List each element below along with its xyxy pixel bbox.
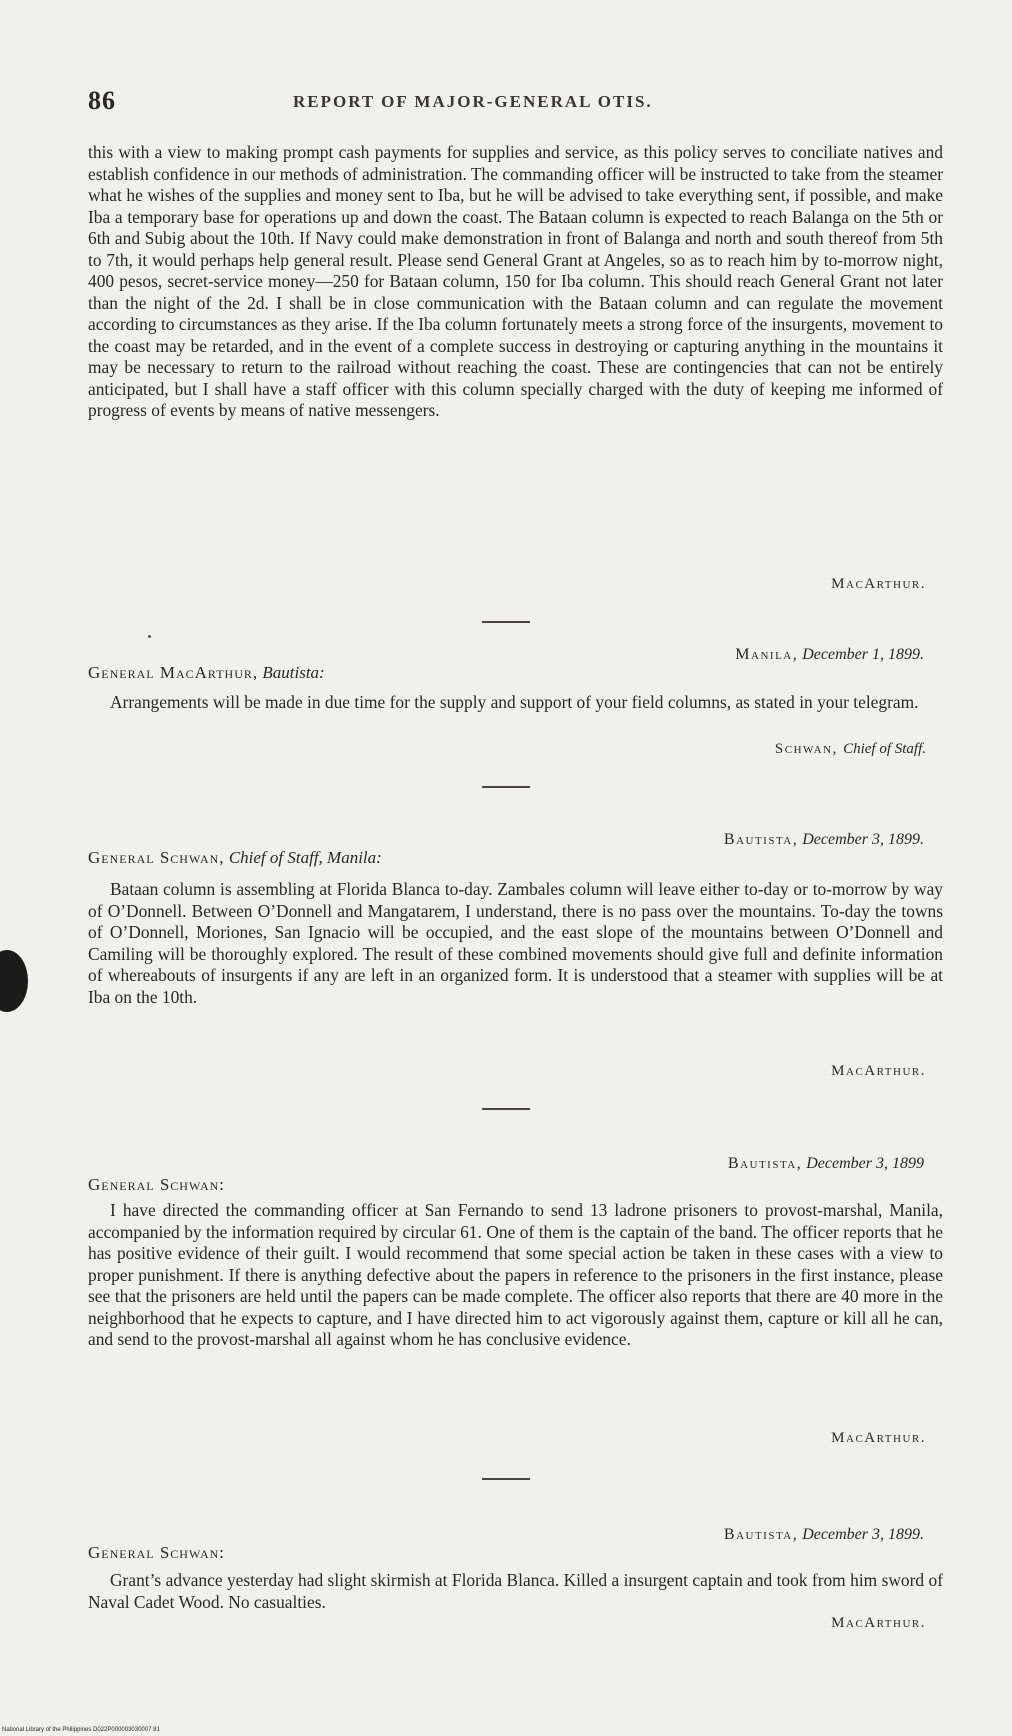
signature-3: MacArthur. [831, 1063, 926, 1079]
dateline-place: Manila, [735, 646, 799, 663]
addressee-name: General MacArthur, [88, 663, 259, 682]
running-title: REPORT OF MAJOR-GENERAL OTIS. [293, 92, 653, 111]
section-divider [482, 786, 530, 788]
scan-thumb-shadow [0, 950, 28, 1012]
dateline-3 [724, 831, 924, 849]
section-divider [482, 1108, 530, 1110]
dateline-2 [735, 646, 924, 664]
signature-2 [775, 741, 926, 758]
letter-body-2: Arrangements will be made in due time for the supply and support of your field columns, as stated in your telegram. [110, 692, 919, 712]
letter-body-1: this with a view to making prompt cash payments for supplies and service, as this policy serves to conciliate natives and establish confidence in our methods of administration. The commanding officer will be instructed to take from the steamer what he wishes of the supplies and money sent to Iba, but he will be advised to take everything sent, if possible, and make Iba a temporary base for operations up and down the coast. The Bataan column is expected to reach Balanga on the 5th or 6th and Subig about the 10th. If Navy could make demonstration in front of Balanga and north and south thereof from 5th to 7th, it would perhaps help general result. Please send General Grant at Angeles, so as to reach him by to-morrow night, 400 pesos, secret-service money—250 for Bataan column, 150 for Iba column. This should reach General Grant not later than the night of the 2d. I shall be in close communication with the Bataan column and can regulate the movement according to circumstances as they arise. If the Iba column fortunately meets a strong force of the insurgents, movement to the coast may be retarded, and in the event of a complete success in destroying or capturing anything in the mountains it may be necessary to return to the railroad without reaching the coast. These are contingencies that can not be entirely anticipated, but I shall have a staff officer with this column specially charged with the duty of keeping me informed of progress of events by means of native messengers. [88, 142, 943, 420]
signature-title: Chief of Staff. [843, 741, 926, 757]
addressee-4 [88, 1175, 225, 1195]
addressee-5 [88, 1543, 225, 1563]
dateline-date: December 3, 1899. [802, 1526, 924, 1543]
dateline-place: Bautista, [727, 1155, 803, 1172]
section-divider [482, 621, 530, 623]
dateline-place: Bautista, [723, 1526, 799, 1543]
dateline-date: December 1, 1899. [802, 646, 924, 663]
dateline-date: December 3, 1899. [802, 831, 924, 848]
page-number: 86 [88, 86, 116, 115]
signature-name: Schwan, [774, 741, 838, 757]
letter-body-3: Bataan column is assembling at Florida Blanca to-day. Zambales column will leave either to-day or to-morrow by way of O’Donnell. Between O’Donnell and Mangatarem, I understand, there is no pass over the mountains. To-day the towns of O’Donnell, Moriones, San Ignacio will be occupied, and the east slope of the mountains between O’Donnell and Camiling will be thoroughly explored. The result of these combined movements should give full and definite information of whereabouts of insurgents if any are left in an organized form. It is understood that a steamer with supplies will be at Iba on the 10th. [88, 879, 943, 1007]
addressee-location: Chief of Staff, Manila: [228, 848, 382, 867]
scan-credit: National Library of the Philippines D022P000003030007 81 [2, 1727, 160, 1733]
signature-1: MacArthur. [831, 576, 926, 592]
dateline-date: December 3, 1899 [806, 1155, 924, 1172]
dateline-5 [724, 1526, 924, 1544]
addressee-name: General Schwan: [88, 1175, 226, 1194]
dateline-place: Bautista, [723, 831, 799, 848]
letter-body-5: Grant’s advance yesterday had slight skirmish at Florida Blanca. Killed a insurgent captain and took from him sword of Naval Cadet Wood. No casualties. [88, 1570, 943, 1612]
addressee-name: General Schwan, [88, 848, 225, 867]
addressee-2 [88, 663, 325, 683]
signature-4: MacArthur. [831, 1430, 926, 1446]
print-speck [148, 635, 151, 638]
signature-5: MacArthur. [831, 1615, 926, 1631]
addressee-location: Bautista: [262, 663, 325, 682]
section-divider [482, 1478, 530, 1480]
letter-body-4: I have directed the commanding officer at San Fernando to send 13 ladrone prisoners to provost-marshal, Manila, accompanied by the information required by circular 61. One of them is the captain of the band. The officer reports that he has positive evidence of their guilt. I would recommend that some special action be taken in these cases with a view to proper punishment. If there is anything defective about the papers in reference to the prisoners in the first instance, please see that the prisoners are held until the papers can be made complete. The officer also reports that there are 40 more in the neighborhood that he expects to capture, and I have directed him to act vigorously against them, capture or kill all he can, and send to the provost-marshal all against whom he has conclusive evidence. [88, 1200, 943, 1349]
running-head [88, 86, 938, 116]
addressee-name: General Schwan: [88, 1543, 226, 1562]
addressee-3 [88, 848, 382, 868]
dateline-4 [728, 1155, 924, 1173]
